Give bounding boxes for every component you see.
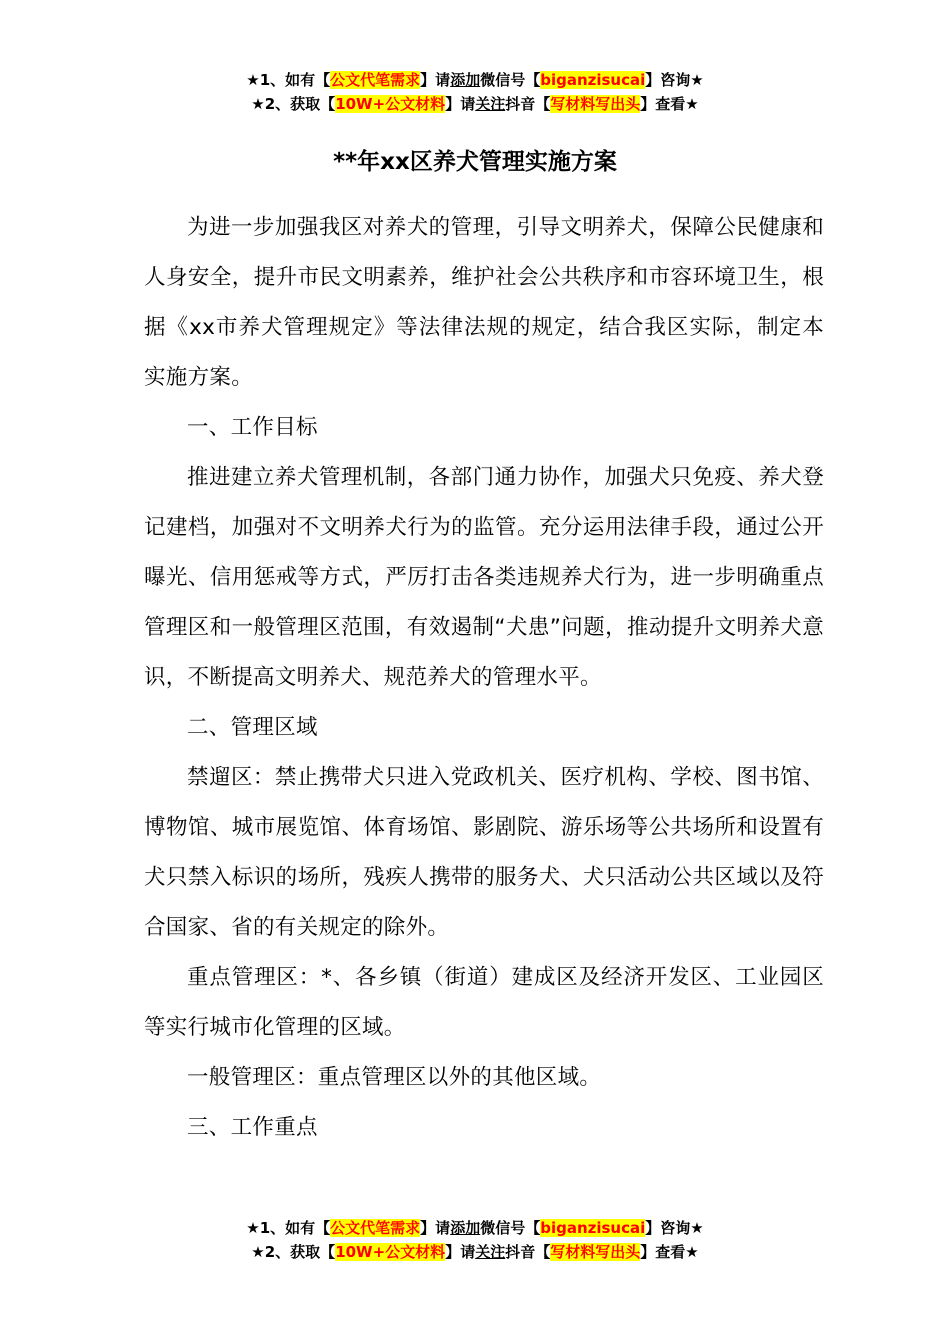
banner-line-1: ★1、如有【公文代笔需求】请添加微信号【biganzisucai】咨询★ xyxy=(246,1219,704,1237)
banner-highlight: 10W+公文材料 xyxy=(335,1243,446,1261)
banner-highlight: 公文代笔需求 xyxy=(330,1219,421,1237)
section-heading: 一、工作目标 xyxy=(187,415,318,440)
banner-highlight: 公文代笔需求 xyxy=(330,71,421,89)
footer-banner xyxy=(0,1216,950,1264)
banner-emphasis: 关注 xyxy=(475,1243,506,1261)
document-body xyxy=(144,203,824,1153)
banner-highlight: 10W+公文材料 xyxy=(335,95,446,113)
body-paragraph: 推进建立养犬管理机制，各部门通力协作，加强犬只免疫、养犬登记建档，加强对不文明养犬行为的监管。充分运用法律手段，通过公开曝光、信用惩戒等方式，严厉打击各类违规养犬行为，进一步明确重点管理区和一般管理区范围，有效遏制“犬患”问题，推动提升文明养犬意识，不断提高文明养犬、规范养犬的管理水平。 xyxy=(144,465,824,690)
banner-emphasis: 关注 xyxy=(475,95,506,113)
banner-line-1: ★1、如有【公文代笔需求】请添加微信号【biganzisucai】咨询★ xyxy=(246,71,704,89)
intro-paragraph: 为进一步加强我区对养犬的管理，引导文明养犬，保障公民健康和人身安全，提升市民文明素养，维护社会公共秩序和市容环境卫生，根据《xx市养犬管理规定》等法律法规的规定，结合我区实际，制定本实施方案。 xyxy=(144,215,824,390)
banner-highlight: 写材料写出头 xyxy=(550,95,641,113)
banner-line-2: ★2、获取【10W+公文材料】请关注抖音【写材料写出头】查看★ xyxy=(251,95,699,113)
body-paragraph: 一般管理区：重点管理区以外的其他区域。 xyxy=(187,1065,602,1090)
section-heading: 三、工作重点 xyxy=(187,1115,318,1140)
banner-highlight: biganzisucai xyxy=(540,71,646,89)
banner-emphasis: 添加 xyxy=(450,1219,481,1237)
body-paragraph: 禁遛区：禁止携带犬只进入党政机关、医疗机构、学校、图书馆、博物馆、城市展览馆、体育场馆、影剧院、游乐场等公共场所和设置有犬只禁入标识的场所，残疾人携带的服务犬、犬只活动公共区域以及符合国家、省的有关规定的除外。 xyxy=(144,765,824,940)
banner-line-2: ★2、获取【10W+公文材料】请关注抖音【写材料写出头】查看★ xyxy=(251,1243,699,1261)
banner-highlight: biganzisucai xyxy=(540,1219,646,1237)
banner-emphasis: 添加 xyxy=(450,71,481,89)
body-paragraph: 重点管理区：*、各乡镇（街道）建成区及经济开发区、工业园区等实行城市化管理的区域。 xyxy=(144,965,824,1040)
banner-highlight: 写材料写出头 xyxy=(550,1243,641,1261)
section-heading: 二、管理区域 xyxy=(187,715,318,740)
header-banner xyxy=(0,68,950,116)
document-title: **年xx区养犬管理实施方案 xyxy=(333,149,617,175)
